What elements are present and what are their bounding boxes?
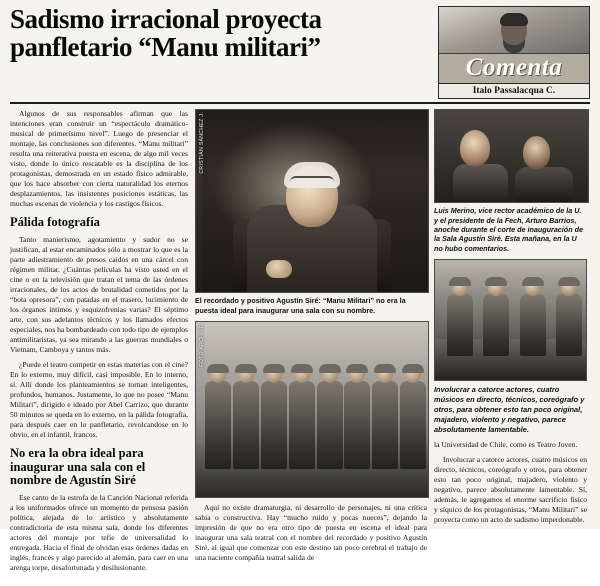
photo-caption-luis-merino: Luis Merino, vice rector académico de la U. y el presidente de la Fech, Arturo Barrios, anoche durante el corte de inauguración de la Sala Agustín Siré. Esta mañana, en la U no hubo comentarios. xyxy=(434,206,583,253)
photo-actor-figure xyxy=(289,381,315,469)
paragraph: la Universidad de Chile, como es Teatro Joven. xyxy=(434,439,578,449)
masthead xyxy=(0,0,600,99)
photo-figure-head-left xyxy=(460,130,490,166)
paragraph: ¿Puede el teatro competir en estas materias con el cine? En lo externo, muy difícil, casi imposible. En lo interno, sí. Allí donde los planteamientos se tornan inteligentes, profundos, humanos. Justamente, lo que no posee “Manu Militari”, dirigido e ideado por Abel Carrizo, que durante 50 minutos se queda en lo externo, en la pálida fotografía, para después caer en lo panfletario, revolcandose en lo obvio, en el infantil, francos. xyxy=(10,360,188,440)
photo-actor-figure xyxy=(233,381,259,469)
photo-actor-figure xyxy=(483,294,509,356)
photo-figure-glasses xyxy=(290,176,334,188)
paragraph: Ese canto de la estrofa de la Canción Nacional referida a los uniformados ofrece un momento de pensosa pasión política, alejada de lo artístico y absolutamente contradictoria de esta misma sala, donde los diferentes actores del montaje por tefie de universalidad lo entregada. Hacia el final de olvidan esas órdenes dadas en inglés, francés y algo parecido al alemán, para caer en una arenga torpe, desafortunada y desilusionante. xyxy=(10,492,188,572)
comenta-label: Comenta xyxy=(439,54,589,83)
photo-actor-figure xyxy=(317,381,343,469)
photo-actor-figure xyxy=(447,294,473,356)
photo-credit: CRISTIÁN SÁNCHEZ J. xyxy=(199,112,205,174)
photo-actor-figure xyxy=(400,381,426,469)
photo-figure-suit-right xyxy=(515,167,573,202)
masthead-divider xyxy=(10,102,590,104)
photo-credit: FOTO ARCHIVO xyxy=(199,323,205,367)
article-body xyxy=(0,109,600,586)
subheading-no-era-la-obra: No era la obra ideal para inaugurar una sala con el nombre de Agustín Siré xyxy=(10,446,146,488)
portrait-hair-shape xyxy=(500,13,528,26)
photo-actor-figure xyxy=(372,381,398,469)
pull-quote: Involucrar a catorce actores, cuatro músicos en directo, técnicos, coreógrafo y otros, para obtener esto tan poco original, majadero, violento y negativo, parece absolutamente lamentable. xyxy=(434,385,585,434)
column-right xyxy=(434,109,587,578)
paragraph: Tanto manierismo, agotamiento y sudor no se justifican, al estar encaminados sólo a mostrar lo que es la parte adiestramiento de presos caidos en una cárcel con régimen militar. ¿Cuántas películas ha visto usted en el cine o en la televisión que tratan el tema de las órdenes irracionales, de los actos de brutalidad cometidos por la “bota opresora”, con patadas en el trasero, lucimiento de los órganos íntimos y esquizofrenias varias? El séptimo arte, con sus adelantos técnicos y los llamados efectos especiales, nos ha bombardeado con todo tipo de ejemplos antimilitaristas, ya sea mirando a las guerras mundiales o Vietnam, Camboya y tantos más. xyxy=(10,234,188,355)
photo-actor-figure xyxy=(344,381,370,469)
columnist-photo xyxy=(439,7,589,54)
paragraph: Algunos de sus responsables afirman que las intenciones eran construir un “espectáculo dramático-musical de primerísimo nivel”. Luego de presenciar el montaje, las conclusiones son diferentes. “Manu militari” resulta una reiterativa puesta en escena, de algo mil veces visto, donde lo único rescatable es la disciplina de los protagonistas, demostrada en un estado físico admirable, que los hace absorber con cierta naturalidad los eternos desplazamientos, las insistentes posiciones estáticas, las muchas escenas de violencia y los castigos físicos. xyxy=(10,109,188,209)
photo-figure-head-right xyxy=(523,136,550,169)
headline-line-2: panfletario “Manu militari” xyxy=(10,31,321,62)
photo-soldiers-scene xyxy=(195,321,429,498)
photo-actor-figure xyxy=(261,381,287,469)
photo-stage-detail xyxy=(434,259,587,381)
photo-figure-hand xyxy=(266,260,292,278)
photo-actor-figure xyxy=(205,381,231,469)
columnist-name: Italo Passalacqua C. xyxy=(439,83,589,98)
photo-caption-agustin-sire: El recordado y positivo Agustín Siré: “Manu Militari” no era la puesta ideal para inaugurar una sala con su nombre. xyxy=(195,296,406,315)
photo-luis-merino xyxy=(434,109,589,203)
paragraph: Involucrar a catorce actores, cuatro músicos en directo, técnicos, coreógrafo y otros, para obtener esto tan poco original, majadero, violento y negativo, parece absolutamente lamentable. Sí, además, le agregamos el enorme sacrificio físico y síquico de los protagonistas, “Manu Militari” se proyecta como un acto de sadismo imperdonable. xyxy=(434,454,587,525)
paragraph: Aquí no existe dramaturgia, ni desarrollo de personajes, ni una crítica sabia o constructiva. Hay “mucho ruido y pocas nueces”, dejando la impresión de que no era otro tipo de puesta en escena el ideal para inaugurar una sala teatral con el nombre del recordado y positivo Agustín Siré, al igual que comenzar con este destino tan poco cerebral el trabajo de una naciente compañía teatral salida de xyxy=(195,502,427,563)
photo-actor-figure xyxy=(556,294,582,356)
subheading-palida-fotografia: Pálida fotografía xyxy=(10,215,100,230)
photo-actor-figure xyxy=(520,294,546,356)
headline-block xyxy=(10,6,438,99)
column-middle xyxy=(195,109,427,578)
photo-figure-suit-left xyxy=(453,164,508,203)
column-left xyxy=(10,109,188,578)
photo-agustin-sire xyxy=(195,109,429,293)
headline-line-1: Sadismo irracional proyecta xyxy=(10,4,322,34)
columnist-box xyxy=(438,6,590,99)
page-title xyxy=(10,6,430,61)
